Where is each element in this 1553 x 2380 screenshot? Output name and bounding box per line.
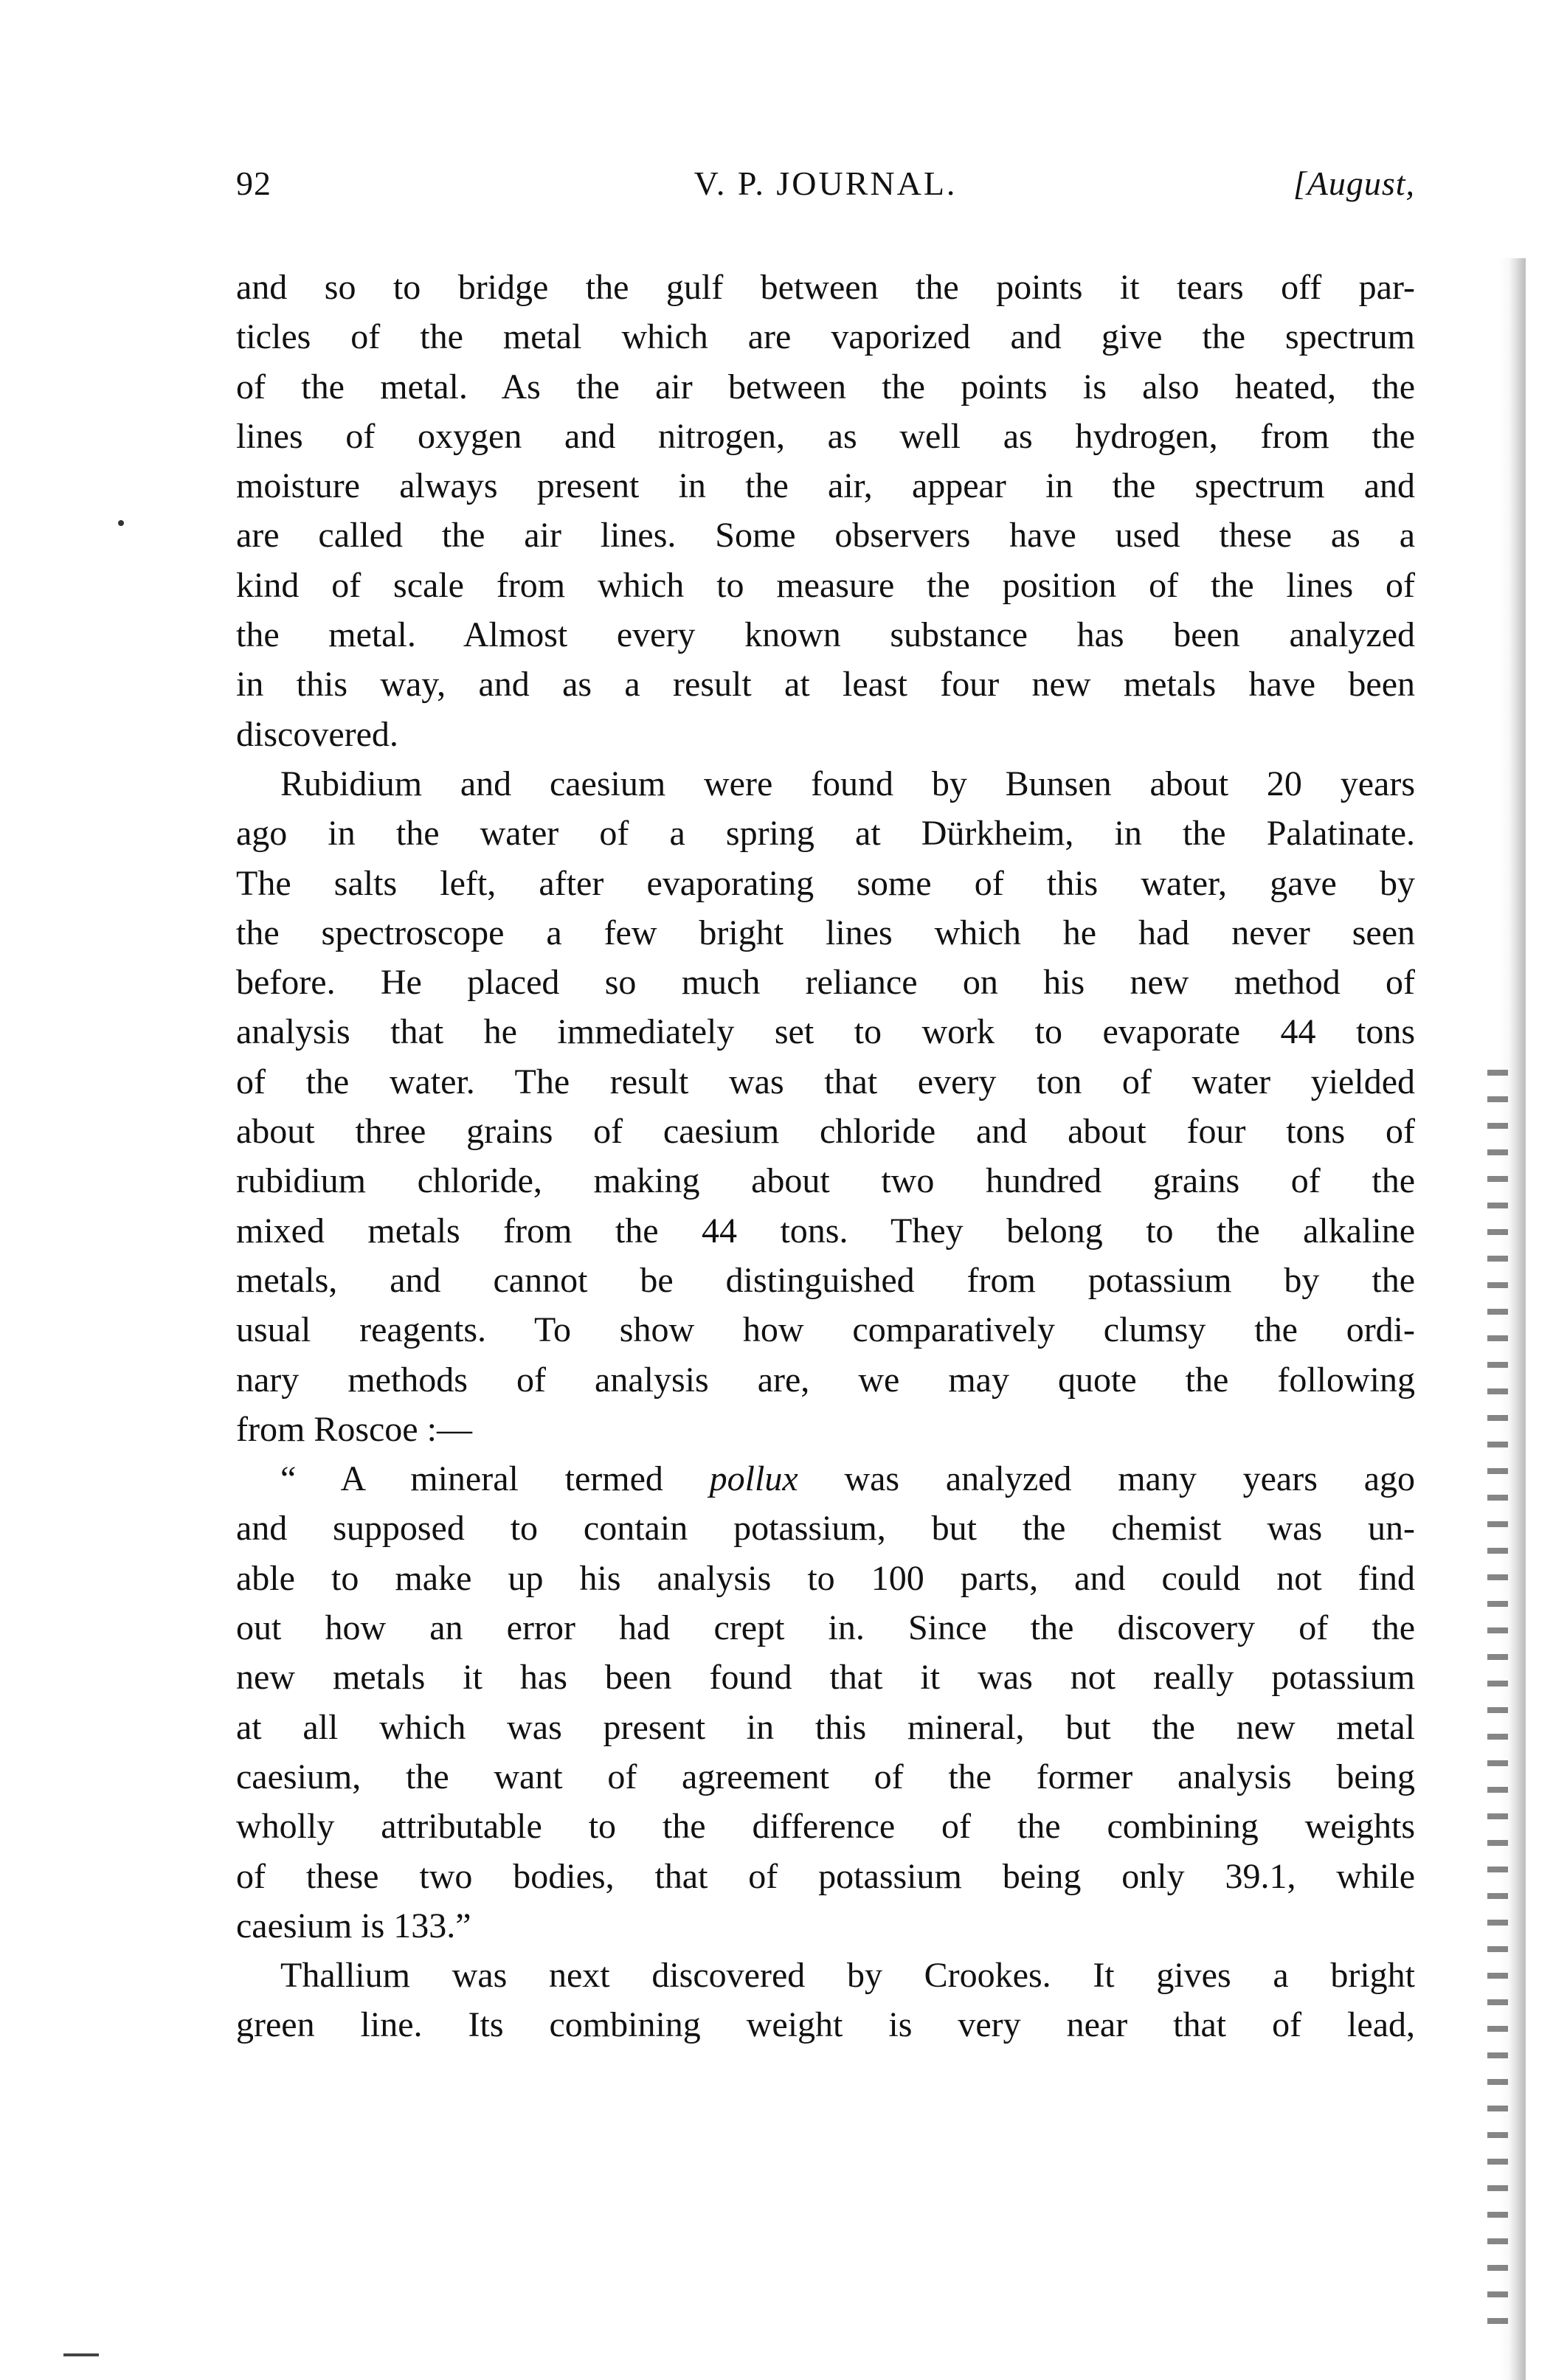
paragraph-rubidium-line-11: metals, and cannot be distinguished from potassium by the	[236, 1260, 1415, 1300]
paragraph-rubidium-line-10: mixed metals from the 44 tons. They belong to the alkaline	[236, 1211, 1415, 1250]
text-line-5: moisture always present in the air, appear in the spectrum and	[236, 466, 1415, 506]
text-line-4: lines of oxygen and nitrogen, as well as hydrogen, from the	[236, 416, 1415, 456]
bottom-margin-mark	[63, 2353, 99, 2356]
quotation-line-2: and supposed to contain potassium, but the chemist was un-	[236, 1509, 1415, 1549]
paragraph-rubidium-line-5: before. He placed so much reliance on his new method of	[236, 963, 1415, 1003]
quotation-line-1-start: “ A mineral termed	[280, 1459, 710, 1499]
quotation-line-5: new metals it has been found that it was not really potassium	[236, 1658, 1415, 1698]
running-title: V. P. JOURNAL.	[694, 165, 958, 202]
paragraph-rubidium-line-7: of the water. The result was that every ton of water yielded	[236, 1062, 1415, 1101]
text-line-9: in this way, and as a result at least four new metals have been	[236, 665, 1415, 705]
page-header	[236, 164, 1415, 223]
quotation-line-4: out how an error had crept in. Since the discovery of the	[236, 1608, 1415, 1648]
page-number: 92	[236, 165, 271, 202]
quotation-line-1-end: was analyzed many years ago	[798, 1459, 1415, 1499]
quotation-line-6: at all which was present in this mineral, but the new metal	[236, 1707, 1415, 1747]
quotation-line-8: wholly attributable to the difference of the combining weights	[236, 1807, 1415, 1847]
page-edge-marks	[1487, 1070, 1508, 2324]
article-body	[236, 263, 1415, 2050]
quotation-line-3: able to make up his analysis to 100 parts, and could not find	[236, 1558, 1415, 1598]
paragraph-rubidium-line-1: Rubidium and caesium were found by Bunsen about 20 years	[280, 764, 1415, 803]
paragraph-thallium-line-1: Thallium was next discovered by Crookes. It gives a bright	[280, 1956, 1415, 1996]
paragraph-rubidium-line-6: analysis that he immediately set to work to evaporate 44 tons	[236, 1012, 1415, 1052]
text-line-3: of the metal. As the air between the points is also heated, the	[236, 367, 1415, 407]
mineral-name-pollux: pollux	[709, 1459, 798, 1499]
paragraph-rubidium-line-3: The salts left, after evaporating some of this water, gave by	[236, 863, 1415, 903]
paragraph-rubidium-line-14: from Roscoe :—	[236, 1409, 472, 1449]
quotation-line-7: caesium, the want of agreement of the former analysis being	[236, 1757, 1415, 1796]
text-line-8: the metal. Almost every known substance has been analyzed	[236, 615, 1415, 655]
paragraph-rubidium-line-8: about three grains of caesium chloride and about four tons of	[236, 1112, 1415, 1152]
text-line-1: and so to bridge the gulf between the points it tears off par-	[236, 268, 1415, 307]
quotation-line-10: caesium is 133.”	[236, 1906, 471, 1945]
month-heading: [August,	[1293, 165, 1415, 202]
quotation-line-9: of these two bodies, that of potassium being only 39.1, while	[236, 1856, 1415, 1896]
text-line-10: discovered.	[236, 714, 398, 754]
text-line-7: kind of scale from which to measure the position of the lines of	[236, 565, 1415, 605]
quotation-line-1	[236, 1454, 1415, 1504]
text-line-2: ticles of the metal which are vaporized and give the spectrum	[236, 317, 1415, 357]
paragraph-thallium-line-2: green line. Its combining weight is very near that of lead,	[236, 2005, 1415, 2045]
paragraph-rubidium-line-12: usual reagents. To show how comparatively clumsy the ordi-	[236, 1310, 1415, 1350]
paragraph-rubidium-line-4: the spectroscope a few bright lines which he had never seen	[236, 913, 1415, 952]
paragraph-rubidium-line-9: rubidium chloride, making about two hundred grains of the	[236, 1161, 1415, 1201]
left-margin-dot	[118, 520, 124, 526]
paragraph-rubidium-line-2: ago in the water of a spring at Dürkheim, in the Palatinate.	[236, 814, 1415, 854]
paragraph-rubidium-line-13: nary methods of analysis are, we may quote the following	[236, 1360, 1415, 1400]
text-line-6: are called the air lines. Some observers have used these as a	[236, 516, 1415, 556]
